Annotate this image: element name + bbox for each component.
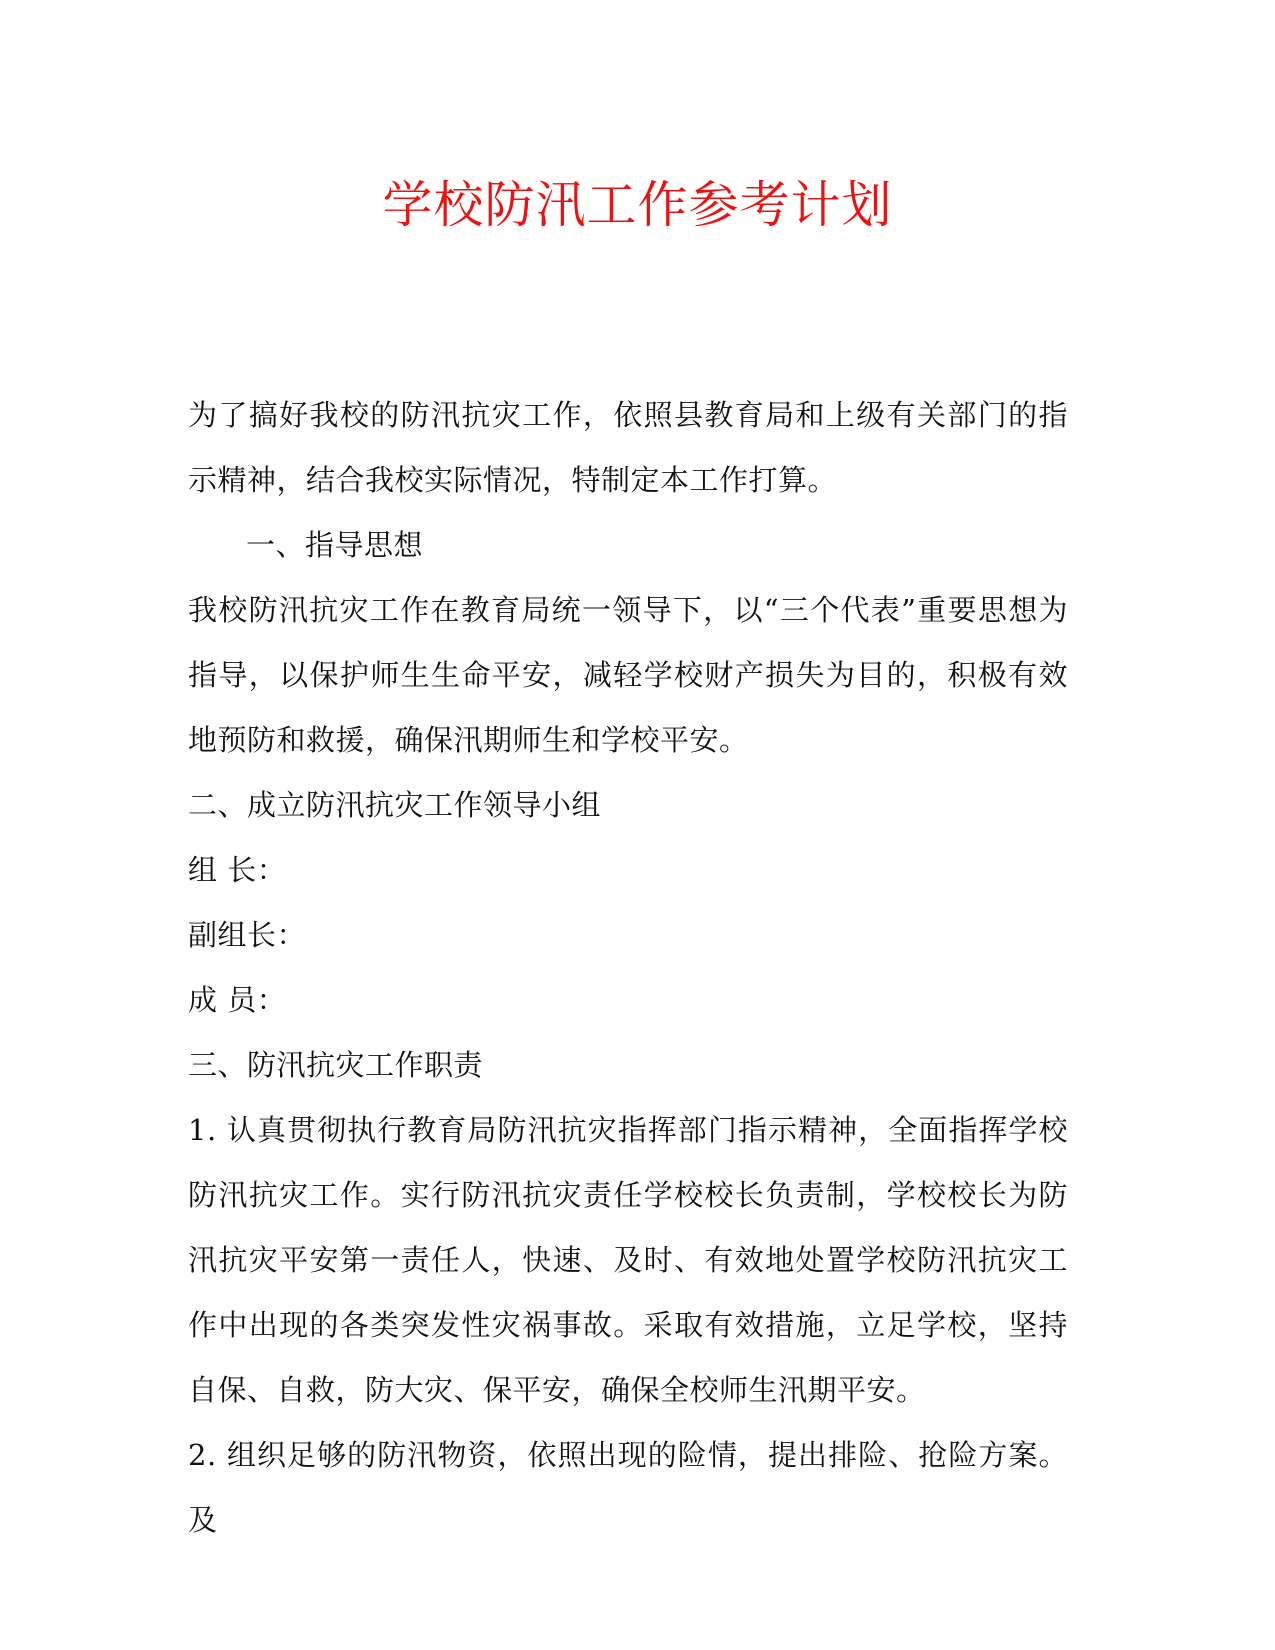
duty-item-1: 1. 认真贯彻执行教育局防汛抗灾指挥部门指示精神，全面指挥学校防汛抗灾工作。实行防汛抗灾责任学校校长负责制，学校校长为防汛抗灾平安第一责任人，快速、及时、有效地处置学校防汛抗灾工作中出现的各类突发性灾祸事故。采取有效措施，立足学校，坚持自保、自救，防大灾、保平安，确保全校师生汛期平安。: [188, 1113, 1068, 1407]
intro-paragraph: 为了搞好我校的防汛抗灾工作，依照县教育局和上级有关部门的指示精神，结合我校实际情况，特制定本工作打算。: [188, 398, 1068, 497]
group-leader-line: 组 长：: [188, 853, 287, 887]
deputy-leader-line: 副组长：: [188, 918, 307, 952]
section-heading-leadership-group: 二、成立防汛抗灾工作领导小组: [188, 788, 602, 822]
members-line: 成 员：: [188, 983, 287, 1017]
document-title: 学校防汛工作参考计划: [382, 176, 893, 234]
duty-item-2: 2. 组织足够的防汛物资，依照出现的险情，提出排险、抢险方案。及: [188, 1438, 1068, 1537]
section-heading-guiding-thought: 一、指导思想: [246, 528, 424, 562]
guiding-thought-paragraph: 我校防汛抗灾工作在教育局统一领导下，以“三个代表”重要思想为指导，以保护师生生命平安，减轻学校财产损失为目的，积极有效地预防和救援，确保汛期师生和学校平安。: [188, 593, 1068, 757]
document-body: [188, 383, 1068, 1553]
section-heading-duties: 三、防汛抗灾工作职责: [188, 1048, 484, 1082]
